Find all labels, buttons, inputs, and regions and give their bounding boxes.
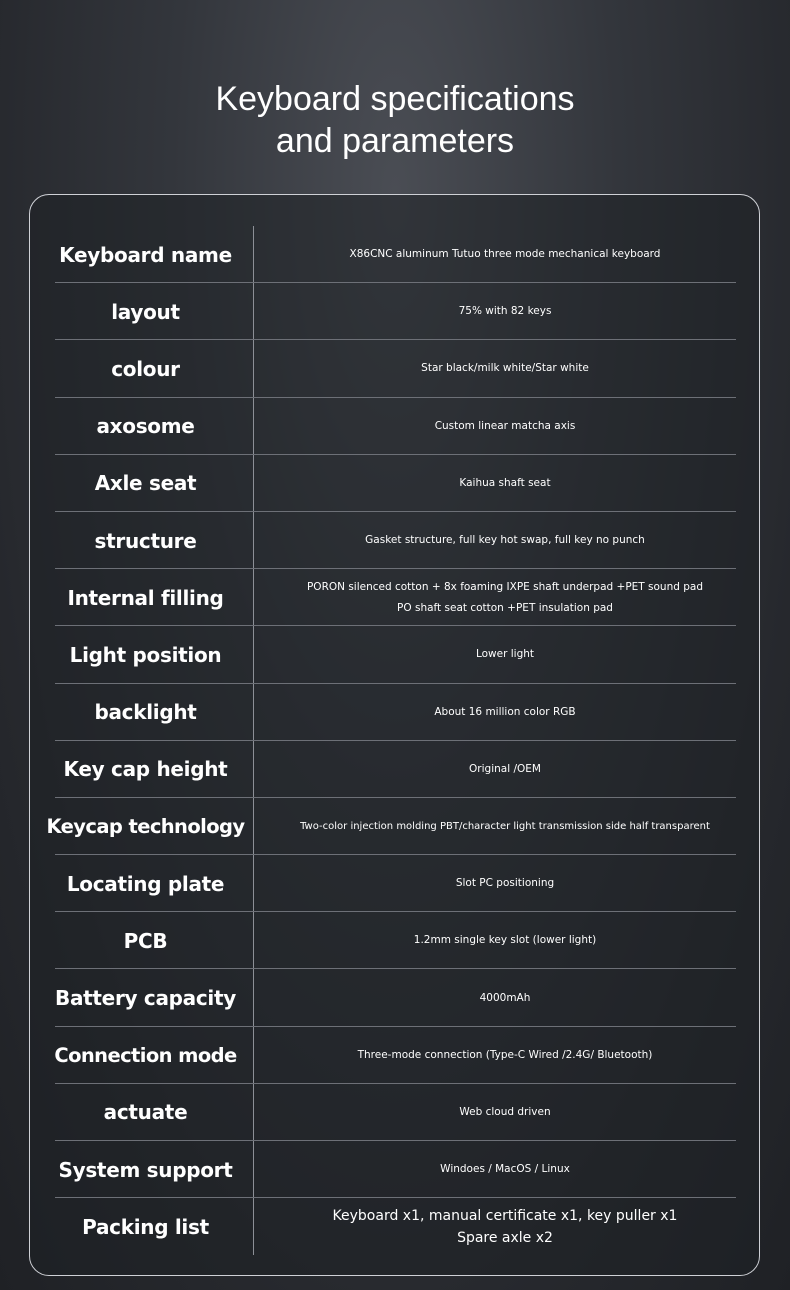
spec-row-actuate — [30, 1084, 761, 1141]
spec-table — [30, 226, 761, 1255]
spec-label: Light position — [69, 642, 222, 667]
spec-row-pcb — [30, 912, 761, 969]
spec-row-internal-filling — [30, 569, 761, 626]
spec-label: Locating plate — [66, 871, 225, 896]
spec-value-line-1: Keyboard x1, manual certificate x1, key puller x1 — [332, 1207, 678, 1224]
page-title — [0, 78, 790, 162]
spec-row-layout — [30, 283, 761, 340]
page-title-line-1: Keyboard specifications — [215, 80, 575, 118]
spec-row-packing-list — [30, 1198, 761, 1255]
spec-value: Kaihua shaft seat — [459, 476, 551, 489]
spec-label: Internal filling — [67, 585, 224, 610]
page-title-line-2: and parameters — [275, 122, 515, 160]
spec-row-axosome — [30, 398, 761, 455]
spec-row-backlight — [30, 684, 761, 741]
spec-value — [261, 1205, 761, 1249]
spec-label: Connection mode — [54, 1043, 237, 1067]
spec-value: Gasket structure, full key hot swap, full key no punch — [365, 534, 645, 547]
spec-value-line-2: Spare axle x2 — [457, 1229, 553, 1246]
spec-value: Two-color injection molding PBT/character light transmission side half transparent — [300, 820, 710, 832]
spec-label: PCB — [123, 928, 168, 953]
spec-row-colour — [30, 340, 761, 397]
spec-value: Original /OEM — [469, 762, 541, 775]
spec-value — [261, 577, 761, 619]
spec-label: Keyboard name — [59, 242, 232, 267]
spec-label: actuate — [103, 1100, 188, 1125]
spec-label: axosome — [96, 414, 195, 439]
spec-card — [29, 194, 760, 1276]
spec-row-system-support — [30, 1141, 761, 1198]
spec-label: layout — [111, 299, 180, 324]
spec-label: Keycap technology — [46, 814, 245, 838]
spec-value: Lower light — [475, 648, 535, 661]
spec-row-keyboard-name — [30, 226, 761, 283]
spec-value: Web cloud driven — [459, 1105, 551, 1118]
spec-row-keycap-technology — [30, 798, 761, 855]
spec-value: Windoes / MacOS / Linux — [440, 1163, 570, 1176]
spec-value: Slot PC positioning — [455, 877, 555, 890]
spec-value: X86CNC aluminum Tutuo three mode mechanical keyboard — [349, 248, 661, 261]
spec-row-locating-plate — [30, 855, 761, 912]
spec-value: 4000mAh — [479, 991, 531, 1004]
spec-value: Star black/milk white/Star white — [421, 362, 589, 375]
spec-value: Custom linear matcha axis — [434, 419, 576, 432]
spec-label: Packing list — [82, 1214, 209, 1239]
spec-row-battery-capacity — [30, 969, 761, 1026]
spec-label: backlight — [94, 700, 197, 725]
spec-row-structure — [30, 512, 761, 569]
spec-row-connection-mode — [30, 1027, 761, 1084]
spec-label: Key cap height — [63, 757, 228, 782]
spec-value-line-2: PO shaft seat cotton +PET insulation pad — [397, 601, 613, 614]
spec-label: System support — [58, 1157, 233, 1182]
spec-value: About 16 million color RGB — [434, 705, 576, 718]
spec-label: Axle seat — [94, 471, 197, 496]
spec-label: Battery capacity — [55, 986, 236, 1011]
spec-label: colour — [111, 356, 180, 381]
spec-row-light-position — [30, 626, 761, 683]
spec-value-line-1: PORON silenced cotton + 8x foaming IXPE shaft underpad +PET sound pad — [306, 580, 704, 593]
spec-label: structure — [94, 528, 197, 553]
spec-value: 1.2mm single key slot (lower light) — [413, 934, 597, 947]
spec-value: 75% with 82 keys — [458, 305, 552, 318]
spec-row-axle-seat — [30, 455, 761, 512]
spec-row-key-cap-height — [30, 741, 761, 798]
spec-value: Three-mode connection (Type-C Wired /2.4G/ Bluetooth) — [357, 1048, 653, 1061]
